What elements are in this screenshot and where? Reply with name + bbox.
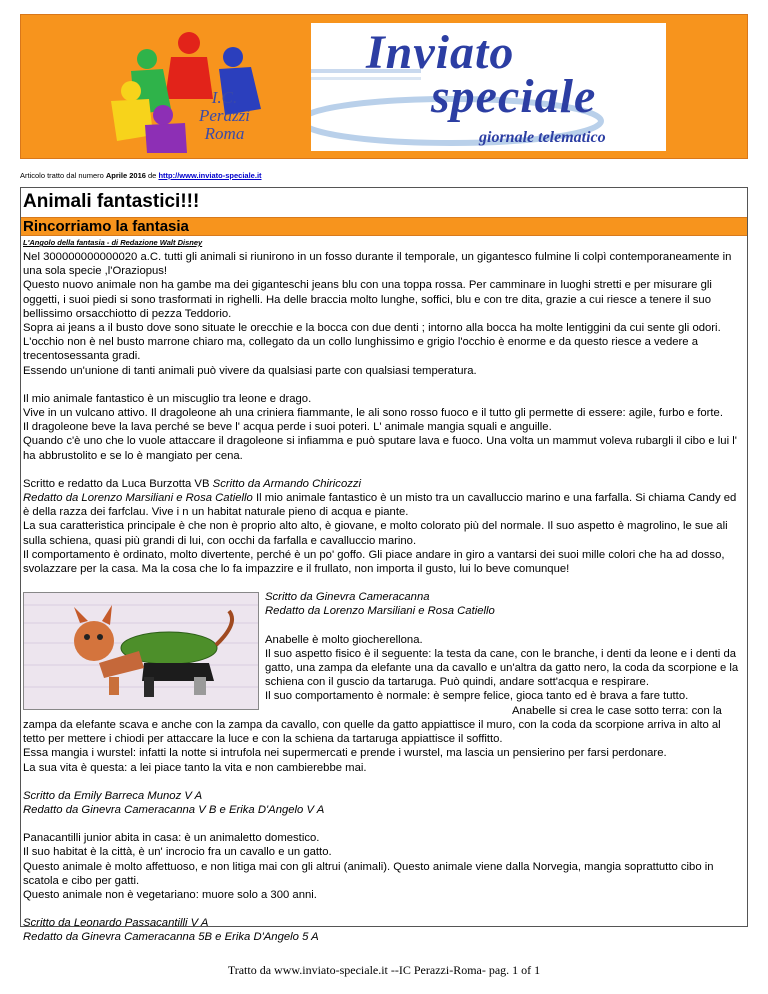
credit-editor: Redatto da Lorenzo Marsiliani e Rosa Catiello — [23, 492, 253, 505]
paragraph: Questo nuovo animale non ha gambe ma dei giganteschi jeans blu con una toppa rossa. Per camminare in luoghi stretti e per misurare gli oggetti, i suoi piedi si sono trasformati in righelli. Ha delle braccia molto lunghe, soffici, blu e con tre dita, grazie a cui riesce a tenere il suo bellissimo orsacchiotto di pezza Teddorio. — [23, 279, 712, 320]
paragraph: La sua caratteristica principale è che non è proprio alto alto, è giovane, e molto colorato più del normale. Il suo aspetto è magrolino, le sue ali sulla schiena, quasi più grandi di lui, con occhi da farfalla e cavalluccio marino. — [23, 520, 728, 547]
header-banner — [20, 14, 748, 159]
source-issue: Aprile 2016 — [105, 171, 146, 180]
paragraph: Il dragoleone beve la lava perché se beve l' acqua perde i suoi poteri. L' animale mangia squali e anguille. — [23, 421, 552, 434]
article-title: Animali fantastici!!! — [23, 191, 200, 212]
masthead-logo — [311, 23, 666, 151]
credit-text: Scritto e redatto da Luca Burzotta VB — [23, 477, 213, 490]
paragraph: Il suo habitat è la città, è un' incrocio fra un cavallo e un gatto. — [23, 846, 332, 859]
school-line-2: Perazzi — [199, 106, 250, 125]
article-body — [21, 250, 747, 945]
paragraph: La sua vita è questa: a lei piace tanto la vita e non cambierebbe mai. — [23, 761, 367, 774]
paragraph: Anabelle si crea le case sotto terra: con la zampa da elefante scava e anche con la zampa da cavallo, con quelle da gatto appiattisce il muro, con la coda da scorpione arriva in alto al tetto per mettere i chiodi per attaccare la luce e con la schiena da tartaruga appiattisce il soffitto. — [23, 704, 722, 746]
credit-editor: Redatto da Ginevra Cameracanna V B e Erika D'Angelo V A — [23, 803, 325, 816]
paragraph: Questo animale non è vegetariano: muore solo a 300 anni. — [23, 888, 317, 901]
paragraph: Anabelle è molto giocherellona. — [265, 633, 423, 646]
school-name — [199, 89, 250, 143]
fantasy-animal-drawing-icon — [24, 593, 258, 709]
masthead-subtitle: giornale telematico — [479, 129, 606, 146]
paragraph: Essendo un'unione di tanti animali può vivere da qualsiasi parte con qualsiasi temperatura. — [23, 364, 477, 377]
source-line — [20, 171, 748, 181]
masthead-title-1: Inviato — [366, 26, 515, 79]
masthead-title-2: speciale — [431, 70, 597, 123]
paragraph: Nel 300000000000020 a.C. tutti gli animali si riunirono in un fosso durante il temporale, un gigantesco fulmine li colpì contemporaneamente in una sola specie ,l'Oraziopus! — [23, 251, 732, 278]
page — [20, 14, 748, 944]
credit-editor: Redatto da Ginevra Cameracanna 5B e Erika D'Angelo 5 A — [23, 931, 319, 944]
credit-author: Scritto da Leonardo Passacantilli V A — [23, 917, 209, 930]
paragraph: Panacantilli junior abita in casa: è un animaletto domestico. — [23, 832, 320, 845]
paragraph: Il comportamento è ordinato, molto divertente, perché è un po' goffo. Gli piace andare in giro a vantarsi dei suoi mille colori che ha ad dosso, svolazzare per la casa. Ma la cosa che lo fa impazzire e il frullato, non importa il gusto, lui lo beve comunque! — [23, 548, 725, 576]
drawing-image — [23, 592, 259, 710]
school-line-1: I.C. — [211, 88, 238, 107]
credit-editor: Redatto da Lorenzo Marsiliani e Rosa Catiello — [265, 605, 495, 618]
paragraph: Essa mangia i wurstel: infatti la notte si intrufola nei supermercati e prende i wurstel, ma lascia un pensierino per farsi perdonare. — [23, 747, 667, 760]
paragraph: Il suo comportamento è normale: è sempre felice, gioca tanto ed è brava a fare tutto. — [265, 690, 689, 703]
rubric-line: L'Angolo della fantasia - di Redazione Walt Disney — [23, 238, 203, 247]
paragraph: Vive in un vulcano attivo. Il dragoleone ah una criniera fiammante, le ali sono rosso fuoco e il tutto gli permette di essere: agile, furbo e forte. — [23, 407, 723, 420]
paragraph: Quando c'è uno che lo vuole attaccare il dragoleone si infiamma e può sputare lava e fuoco. Una volta un mammut voleva rubargli il cibo e lui l' ha abbrustolito e se lo è mangiato per cena. — [23, 435, 737, 462]
source-link[interactable]: http://www.inviato-speciale.it — [158, 171, 262, 180]
paragraph — [23, 477, 745, 520]
paragraph: Questo animale è molto affettuoso, e non litiga mai con gli altrui (animali). Questo animale viene dalla Norvegia, mangia soprattutto cibo in scatola e cibo per gatti. — [23, 860, 714, 887]
paragraph: Il suo aspetto fisico è il seguente: la testa da cane, con le branche, i denti da leone e i denti da gatto, una zampa da elefante una da cavallo e un'altra da gatto nero, la coda da scorpione e la schiena con il guscio da tartaruga. Può quindi, andare sott'acqua e respirare. — [265, 647, 739, 689]
school-line-3: Roma — [204, 124, 245, 143]
paragraph: Il mio animale fantastico è un miscuglio tra leone e drago. — [23, 392, 312, 405]
section-heading: Rincorriamo la fantasia — [21, 217, 747, 236]
credit-author: Scritto da Armando Chiricozzi — [212, 477, 362, 490]
paragraph-text: Il mio animale fantastico è un misto tra un cavalluccio marino e una farfalla. Si chiama Candy ed è della razza dei farfclau. Vive i n un habitat naturale pieno di acqua e piante. — [23, 492, 737, 519]
page-footer: Tratto da www.inviato-speciale.it --IC Perazzi-Roma- pag. 1 of 1 — [227, 963, 541, 977]
source-mid: de — [148, 171, 157, 180]
article-box — [20, 187, 748, 944]
credit-author: Scritto da Emily Barreca Munoz V A — [23, 789, 203, 802]
paragraph: Sopra ai jeans a il busto dove sono situate le orecchie e la bocca con due denti ; intorno alla bocca ha molte lentiggini da cui sente gli odori. L'occhio non è nel busto marrone chiaro ma, collegato da un collo lunghissimo e grigio l'occhio è enorme e da questo riesce a vedere a trecentosessanta gradi. — [23, 322, 721, 363]
source-prefix: Articolo tratto dal numero — [20, 171, 104, 180]
credit-author: Scritto da Ginevra Cameracanna — [265, 591, 430, 604]
